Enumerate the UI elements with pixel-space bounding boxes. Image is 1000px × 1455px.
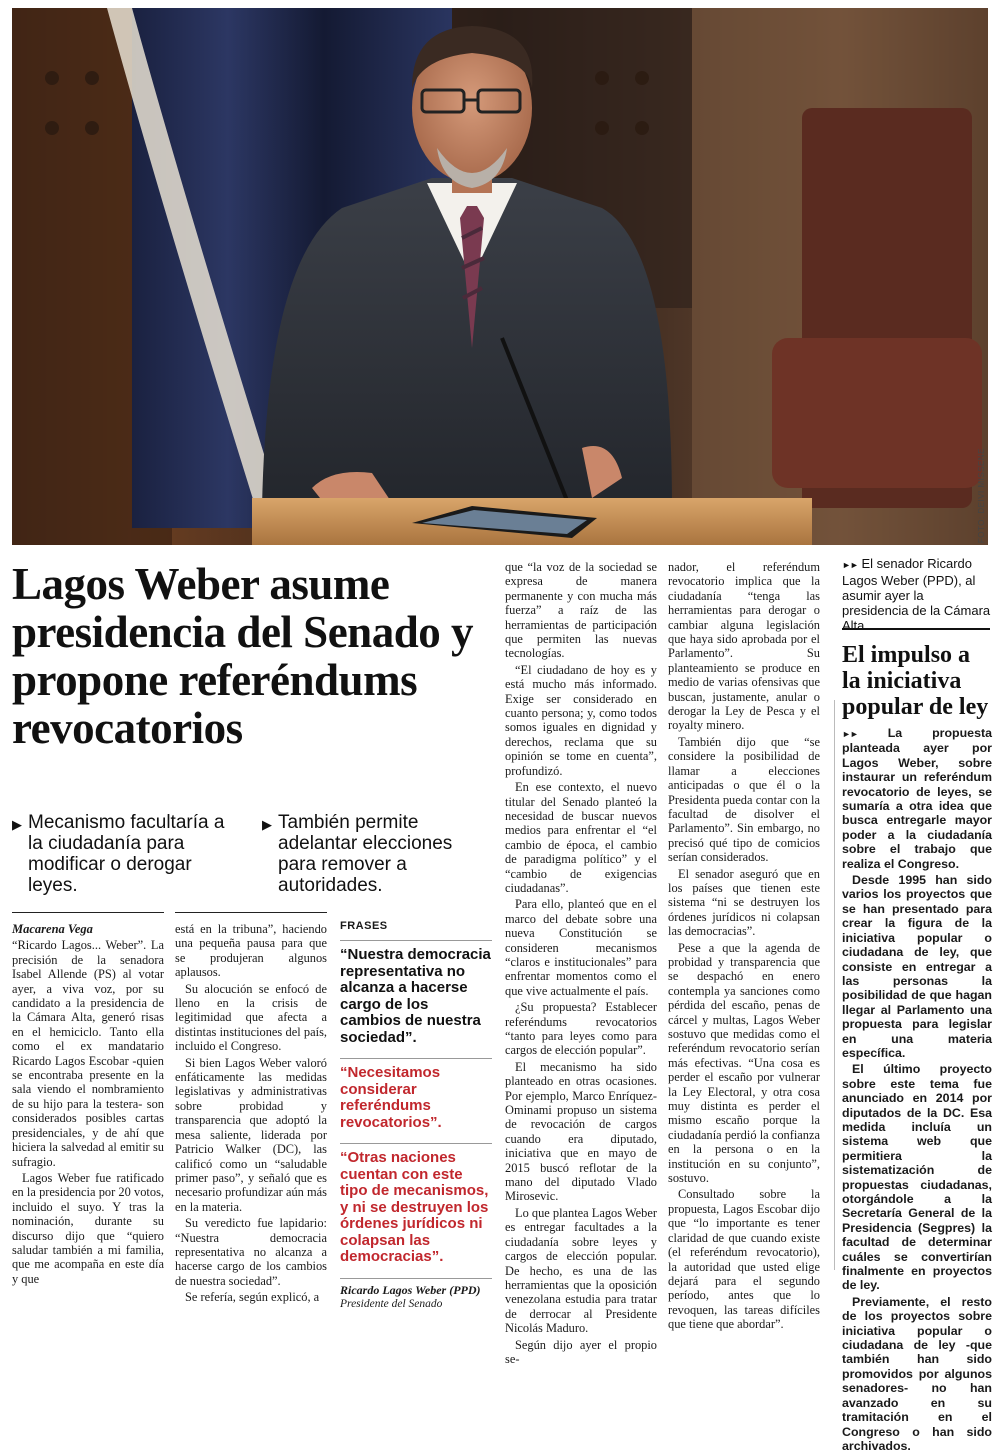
article-paragraph: “El ciudadano de hoy es y está mucho más informado. Exige ser considerado en cuanto persona; y, como todos somos iguales en dignidad y derechos, reclama que su opinión se tome en cuenta”, profundizó. [505,662,657,778]
article-paragraph: ¿Su propuesta? Establecer referéndums revocatorios “tanto para leyes como para cargos de elección popular”. [505,1000,657,1058]
summary-bullet-1 [12,812,242,896]
quotes-label: FRASES [340,920,388,932]
article-paragraph: Para ello, planteó que en el marco del debate sobre una nueva Constitución se consideren mecanismos “claros e institucionales” para enfrentar momentos como el que vive actualmente el país. [505,897,657,998]
summary-bullet-text: También permite adelantar elecciones para remover a autoridades. [278,812,453,896]
column-rule [12,912,164,913]
double-arrow-icon: ►► [842,729,858,739]
article-paragraph: nador, el referéndum revocatorio implica que la ciudadanía “tenga las herramientas para derogar o cambiar alguna legislación que haya sido aprobada por el Parlamento”. Su planteamiento se produce en medio de varias ofensivas que buscan, justamente, anular o derogar la Ley de Pesca y el royalty minero. [668,560,820,733]
quote-2: “Necesitamos considerar referéndums revocatorios”. [340,1058,492,1131]
byline: Macarena Vega [12,922,93,936]
quotes-box [340,912,492,1310]
article-paragraph: Se refería, según explicó, a [185,1290,320,1305]
photo-caption-text: El senador Ricardo Lagos Weber (PPD), al asumir ayer la presidencia de la Cámara Alta. [842,556,991,633]
quote-author-role: Presidente del Senado [340,1297,443,1310]
article-paragraph: También dijo que “se considere la posibilidad de llamar a elecciones anticipadas o que él o la Presidenta pueda contar con la facultad de disolver el Parlamento”. Sin embargo, no precisó qué tipo de comicios serían considerados. [668,734,820,865]
article-column-4 [668,560,820,1334]
quote-author: Ricardo Lagos Weber (PPD) [340,1278,492,1298]
sidebar-paragraph: Previamente, el resto de los proyectos sobre iniciativa popular o ciudadana de ley -que también han sido promovidos por algunos senadores- no han avanzado en su tramitación en el Congreso o han sido archivados. [842,1294,992,1453]
triangle-bullet-icon: ▶ [262,817,272,832]
photo-credit: FOTO: DEIVI MISSENE [977,448,986,544]
article-paragraph: En ese contexto, el nuevo titular del Senado planteó la necesidad de buscar nuevos medios para enfrentar el “el cambio de época, el cambio de paradigma político” y el “cambio de exigencias ciudadanas”. [505,780,657,895]
article-paragraph: “Ricardo Lagos... Weber”. La precisión de la senadora Isabel Allende (PS) al votar ayer, a viva voz, por su candidato a la presidencia de la Cámara Alta, generó risas en el hemiciclo. Tanto ella como el ex mandatario Ricardo Lagos Escobar -quien se encontraba presente en la sala viendo el nombramiento de su hijo para la testera- son considerados posibles cartas presidenciales, y de ahí que hiciera la salvedad al emitir su sufragio. [12,938,164,1169]
summary-bullet-2 [262,812,492,896]
article-paragraph: Su veredicto fue lapidario: “Nuestra democracia representativa no alcanza a hacerse cargo de los cambios de nuestra sociedad”. [175,1216,327,1288]
sidebar-paragraph [842,726,992,871]
sidebar-paragraph: Desde 1995 han sido varios los proyectos que se han presentado para crear la figura de la iniciativa popular o ciudadana de ley, que consiste en entregar a las personas la posibilidad de que hagan llegar al Parlamento una propuesta para legislar en una materia específica. [842,873,992,1060]
sidebar-box [842,726,992,1455]
article-paragraph: Según dijo ayer el propio se- [505,1337,657,1366]
article-paragraph: que “la voz de la sociedad se expresa de manera permanente y con mucha más fuerza” a raíz de las herramientas de participación que permiten las nuevas tecnologías. [505,560,657,661]
article-paragraph: Lo que plantea Lagos Weber es entregar facultades a la ciudadanía sobre leyes y cargos de elección popular. De hecho, es una de las herramientas que la oposición venezolana estudia para tratar de derrocar al Presidente Nicolás Maduro. [505,1205,657,1336]
quote-1: “Nuestra democracia representativa no alcanza a hacerse cargo de los cambios de nuestra sociedad”. [340,940,492,1046]
article-paragraph: El senador aseguró que en los países que tienen este sistema “ni se destruyen los órdenes jurídicos ni colapsan las democracias”. [668,866,820,939]
article-column-1 [12,922,164,1288]
quote-3: “Otras naciones cuentan con este tipo de mecanismos, y ni se destruyen los órdenes jurídicos ni colapsan las democracias”. [340,1143,492,1266]
double-arrow-icon: ►► [842,560,858,570]
senator-photo [12,8,988,545]
sidebar-paragraph: El último proyecto sobre este tema fue anunciado en 2014 por diputados de la DC. Esa medida incluía un sistema web que permitiera la sistematización de propuestas ciudadanas, otorgándole a la Secretaría General de la Presidencia (Segpres) la facultad de determinar cuáles se convertirían finalmente en proyectos de ley. [842,1062,992,1293]
article-paragraph: Su alocución se enfocó de lleno en la crisis de legitimidad que afecta a distintas instituciones del país, incluido el Congreso. [175,981,327,1054]
column-rule [175,912,327,913]
article-paragraph: Si bien Lagos Weber valoró enfáticamente las medidas legislativas y administrativas sobre probidad y transparencia que adoptó la mesa saliente, liderada por Patricio Walker (DC), las calificó como un “saludable primer paso”, y señaló que es necesario profundizar aún más en la materia. [175,1055,327,1214]
photo-illustration [12,8,988,545]
article-paragraph: Consultado sobre la propuesta, Lagos Escobar dijo que “lo importante es tener claridad de que cuando existe (el referéndum revocatorio), la autoridad que usted elige dejará para el segundo período, antes que lo revoquen, las tareas difíciles que tiene que abordar”. [668,1187,820,1332]
article-paragraph: está en la tribuna”, haciendo una pequeña pausa para que se produjeran algunos aplausos. [175,922,327,980]
sidebar-rule [842,628,990,630]
sidebar-paragraph-text: La propuesta planteada ayer por Lagos Weber, sobre instaurar un referéndum revocatorio de leyes, se sumaría a otra idea que busca entregarle mayor poder a la ciudadanía sobre el trabajo que realiza el Congreso. [842,726,992,871]
headline: Lagos Weber asume presidencia del Senado y propone referéndums revocatorios [12,559,473,753]
article-paragraph: Pese a que la agenda de probidad y transparencia que se despachó en enero contempla ya sanciones como pérdida del escaño, penas de cárcel y multas, Lagos Weber sostuvo que medidas como el referéndum revocatorio serían más efectivas. “Una cosa es perder el escaño por vulnerar la Ley Electoral, y otra cosa muy distinta es perder el mismo escaño porque la ciudadanía perdió la confianza en la persona o en la institución en su conjunto”, sostuvo. [668,940,820,1186]
sidebar-divider [834,700,835,1270]
article-paragraph: Lagos Weber fue ratificado en la presidencia por 20 votos, incluido el suyo. Y tras la nominación, durante su discurso dijo que “quiero saludar también a mi familia, que me acompaña en este día y que [12,1170,164,1286]
article-column-3 [505,560,657,1368]
article-column-2 [175,922,327,1307]
article-paragraph: El mecanismo ha sido planteado en otras ocasiones. Por ejemplo, Marco Enríquez-Ominami propuso un sistema de revocación de cargos cuando era diputado, iniciativa que en mayo de 2015 buscó reflotar de la mano del diputado Vlado Mirosevic. [505,1059,657,1204]
sidebar-title: El impulso a la iniciativa popular de ley [842,642,989,720]
photo-caption [842,556,992,633]
triangle-bullet-icon: ▶ [12,817,22,832]
summary-bullet-text: Mecanismo facultaría a la ciudadanía para modificar o derogar leyes. [28,812,225,896]
